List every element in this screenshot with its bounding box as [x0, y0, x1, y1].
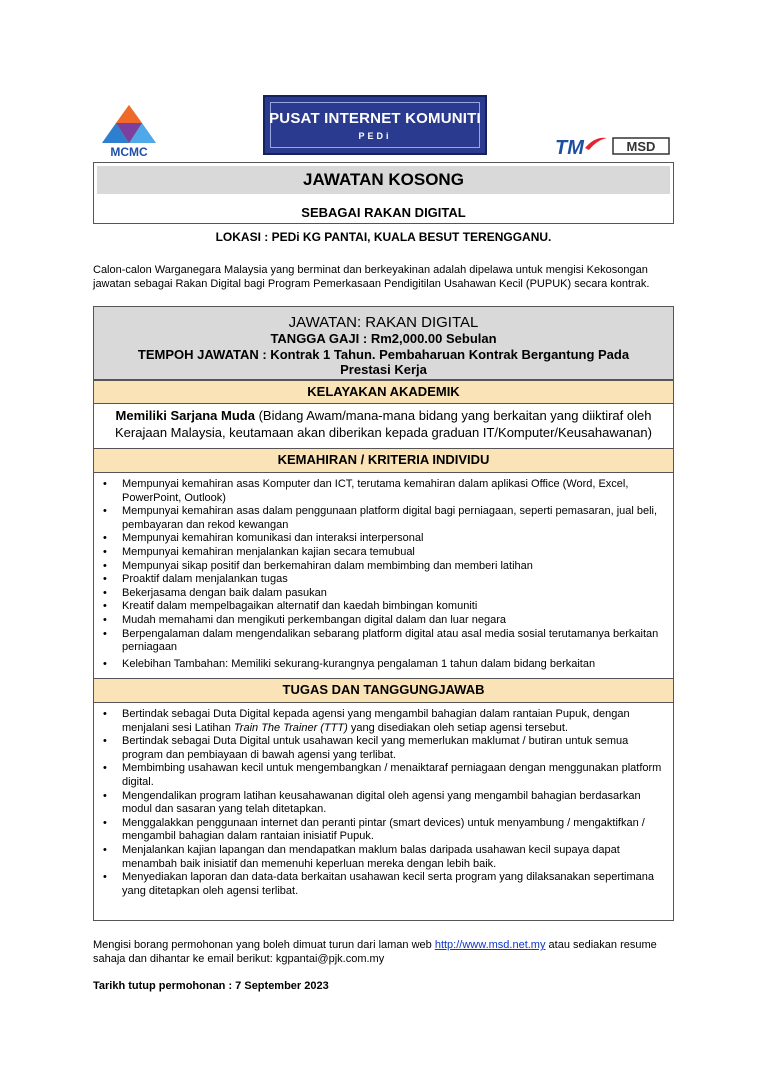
list-item: • Bertindak sebagai Duta Digital kepada agensi yang mengambil bahagian dalam rantaian Pupuk, dengan menjalani sesi Latihan Train The Trainer (TTT) yang disediakan oleh setiap agensi tersebut.	[94, 708, 667, 735]
skills-heading: KEMAHIRAN / KRITERIA INDIVIDU	[94, 449, 673, 473]
qualification-heading: KELAYAKAN AKADEMIK	[94, 380, 673, 404]
list-item: • Menjalankan kajian lapangan dan mendapatkan maklum balas daripada usahawan kecil supaya dapat menambah baik inisiatif dan memenuhi keperluan mereka dengan lebih baik.	[94, 844, 667, 871]
qualification-bold: Memiliki Sarjana Muda	[115, 408, 255, 423]
list-item: • Mempunyai kemahiran komunikasi dan interaksi interpersonal	[94, 532, 667, 546]
svg-text:MCMC: MCMC	[110, 145, 148, 159]
job-details-table	[93, 306, 674, 921]
msd-logo	[612, 136, 670, 156]
qualification-rest: (Bidang Awam/mana-mana bidang yang berkaitan yang diiktiraf oleh Kerajaan Malaysia, keutamaan akan diberikan kepada graduan IT/Komputer/Keusahawanan)	[115, 408, 652, 440]
list-item: • Bekerjasama dengan baik dalam pasukan	[94, 587, 667, 601]
title-box	[93, 162, 674, 224]
pedi-logo-title: PUSAT INTERNET KOMUNITI	[269, 110, 481, 127]
svg-text:MSD: MSD	[626, 139, 656, 154]
pedi-logo	[263, 95, 487, 155]
list-item: • Mempunyai kemahiran asas dalam penggunaan platform digital bagi perniagaan, seperti pemasaran, jual beli, pembayaran dan rekod kewangan	[94, 505, 667, 532]
skills-list	[94, 478, 667, 671]
tm-logo	[553, 134, 609, 158]
list-item: • Mempunyai sikap positif dan berkemahiran dalam membimbing dan memberi latihan	[94, 560, 667, 574]
list-item: • Membimbing usahawan kecil untuk mengembangkan / menaiktaraf perniagaan dengan menggunakan platform digital.	[94, 762, 667, 789]
page-title: JAWATAN KOSONG	[303, 170, 464, 189]
job-tempoh: TEMPOH JAWATAN : Kontrak 1 Tahun. Pembaharuan Kontrak Bergantung Pada Prestasi Kerja	[137, 347, 630, 377]
list-item: • Proaktif dalam menjalankan tugas	[94, 573, 667, 587]
page-subtitle: SEBAGAI RAKAN DIGITAL	[301, 205, 466, 220]
list-item: • Kelebihan Tambahan: Memiliki sekurang-kurangnya pengalaman 1 tahun dalam bidang berkaitan	[94, 658, 667, 672]
msd-website-link[interactable]: http://www.msd.net.my	[434, 939, 546, 951]
pedi-logo-sub: PEDi	[358, 131, 392, 141]
duties-list	[94, 708, 667, 898]
list-item: • Menyediakan laporan dan data-data berkaitan usahawan kecil serta program yang dilaksanakan sepertimana yang ditetapkan oleh agensi terlibat.	[94, 871, 667, 898]
list-item: • Mengendalikan program latihan keusahawanan digital oleh agensi yang mengambil bahagian berdasarkan modul dan sasaran yang telah ditetapkan.	[94, 790, 667, 817]
location-text: LOKASI : PEDi KG PANTAI, KUALA BESUT TERENGGANU.	[215, 230, 552, 244]
list-item: • Mempunyai kemahiran menjalankan kajian secara temubual	[94, 546, 667, 560]
skills-section	[94, 473, 673, 679]
intro-paragraph: Calon-calon Warganegara Malaysia yang berminat dan berkeyakinan adalah dipelawa untuk mengisi Kekosongan jawatan sebagai Rakan Digital bagi Program Pemerkasaan Pendigitilan Usahawan Kecil (PUPUK) secara kontrak.	[93, 264, 650, 290]
mcmc-logo	[96, 103, 162, 159]
closing-date: Tarikh tutup permohonan : 7 September 2023	[93, 980, 329, 992]
list-item: • Bertindak sebagai Duta Digital untuk usahawan kecil yang memerlukan maklumat / butiran untuk semua program dan pembiayaan di bawah agensi yang terlibat.	[94, 735, 667, 762]
svg-text:TM: TM	[555, 137, 584, 158]
job-salary: TANGGA GAJI : Rm2,000.00 Sebulan	[270, 331, 497, 346]
list-item: • Kreatif dalam mempelbagaikan alternatif dan kaedah bimbingan komuniti	[94, 600, 667, 614]
job-header	[94, 307, 673, 380]
list-item: • Mempunyai kemahiran asas Komputer dan ICT, terutama kemahiran dalam aplikasi Office (Word, Excel, PowerPoint, Outlook)	[94, 478, 667, 505]
job-title: JAWATAN: RAKAN DIGITAL	[288, 314, 479, 331]
list-item: • Menggalakkan penggunaan internet dan peranti pintar (smart devices) untuk menyambung / mengaktifkan / mengambil bahagian dalam rantaian inisiatif Pupuk.	[94, 817, 667, 844]
duties-section	[94, 703, 673, 921]
list-item: • Berpengalaman dalam mengendalikan sebarang platform digital atau asal media sosial terutamanya berkaitan perniagaan	[94, 628, 667, 655]
application-instructions: Mengisi borang permohonan yang boleh dimuat turun dari laman web http://www.msd.net.my atau sediakan resume sahaja dan dihantar ke email berikut: kgpantai@pjk.com.my	[93, 939, 657, 965]
list-item: • Mudah memahami dan mengikuti perkembangan digital dalam dan luar negara	[94, 614, 667, 628]
qualification-text	[94, 404, 673, 449]
duties-heading: TUGAS DAN TANGGUNGJAWAB	[94, 679, 673, 703]
